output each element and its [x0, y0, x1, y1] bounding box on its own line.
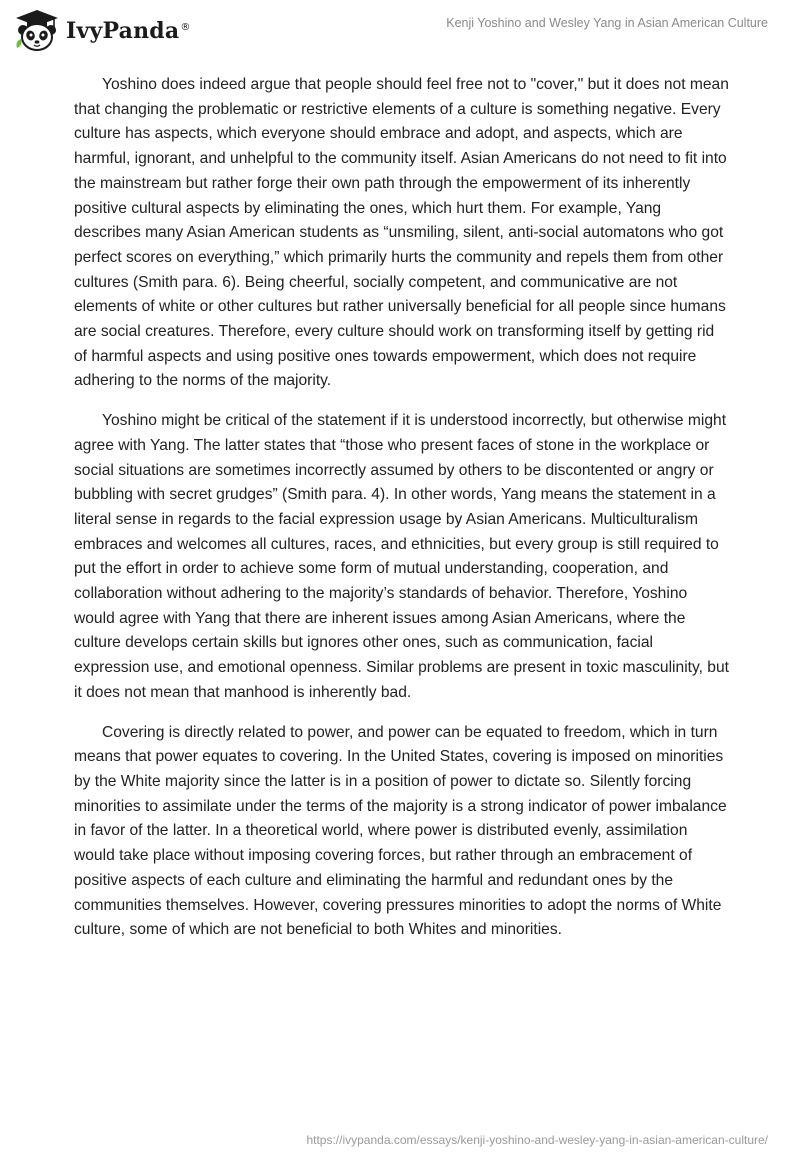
- paragraph-2: Yoshino might be critical of the statement if it is understood incorrectly, but otherwise might agree with Yang. The latter states that “those who present faces of stone in the workplace or social situations are sometimes incorrectly assumed by others to be discontented or angry or bubbling with secret grudges” (Smith para. 4). In other words, Yang means the statement in a literal sense in regards to the facial expression usage by Asian Americans. Multiculturalism embraces and welcomes all cultures, races, and ethnicities, but every group is still required to put the effort in order to achieve some form of mutual understanding, cooperation, and collaboration without adhering to the majority’s standards of behavior. Therefore, Yoshino would agree with Yang that there are inherent issues among Asian Americans, where the culture develops certain skills but ignores other ones, such as communication, facial expression use, and emotional openness. Similar problems are present in toxic masculinity, but it does not mean that manhood is inherently bad.: [74, 412, 729, 701]
- document-title: Kenji Yoshino and Wesley Yang in Asian American Culture: [446, 16, 768, 30]
- paragraph-3: Covering is directly related to power, and power can be equated to freedom, which in turn means that power equates to covering. In the United States, covering is imposed on minorities by the White majority since the latter is in a position of power to dictate so. Silently forcing minorities to assimilate under the terms of the majority is a strong indicator of power imbalance in favor of the latter. In a theoretical world, where power is distributed evenly, assimilation would take place without imposing covering forces, but rather through an embracement of positive aspects of each culture and eliminating the harmful and redundant ones by the communities themselves. However, covering pressures minorities to adopt the norms of White culture, some of which are not beneficial to both Whites and minorities.: [74, 723, 727, 939]
- panda-graduate-icon: [14, 8, 60, 52]
- paragraph-1: Yoshino does indeed argue that people should feel free not to "cover," but it does not mean that changing the problematic or restrictive elements of a culture is something negative. Every culture has aspects, which everyone should embrace and adopt, and aspects, which are harmful, ignorant, and unhelpful to the community itself. Asian Americans do not need to fit into the mainstream but rather forge their own path through the empowerment of its inherently positive cultural aspects by eliminating the ones, which hurt them. For example, Yang describes many Asian American students as “unsmiling, silent, anti-social automatons who got perfect scores on everything,” which primarily hurts the community and repels them from other cultures (Smith para. 6). Being cheerful, socially competent, and communicative are not elements of white or other cultures but rather universally beneficial for all people since humans are social creatures. Therefore, every culture should work on transforming itself by getting rid of harmful aspects and using positive ones towards empowerment, which does not require adhering to the norms of the majority.: [74, 76, 729, 390]
- source-url-link[interactable]: https://ivypanda.com/essays/kenji-yoshino-and-wesley-yang-in-asian-american-culture/: [306, 1133, 768, 1147]
- brand-name: IvyPanda®: [66, 18, 191, 44]
- ivypanda-logo[interactable]: [14, 8, 191, 52]
- registered-mark: ®: [180, 21, 191, 33]
- essay-body: [74, 73, 730, 958]
- page-header: [0, 0, 800, 60]
